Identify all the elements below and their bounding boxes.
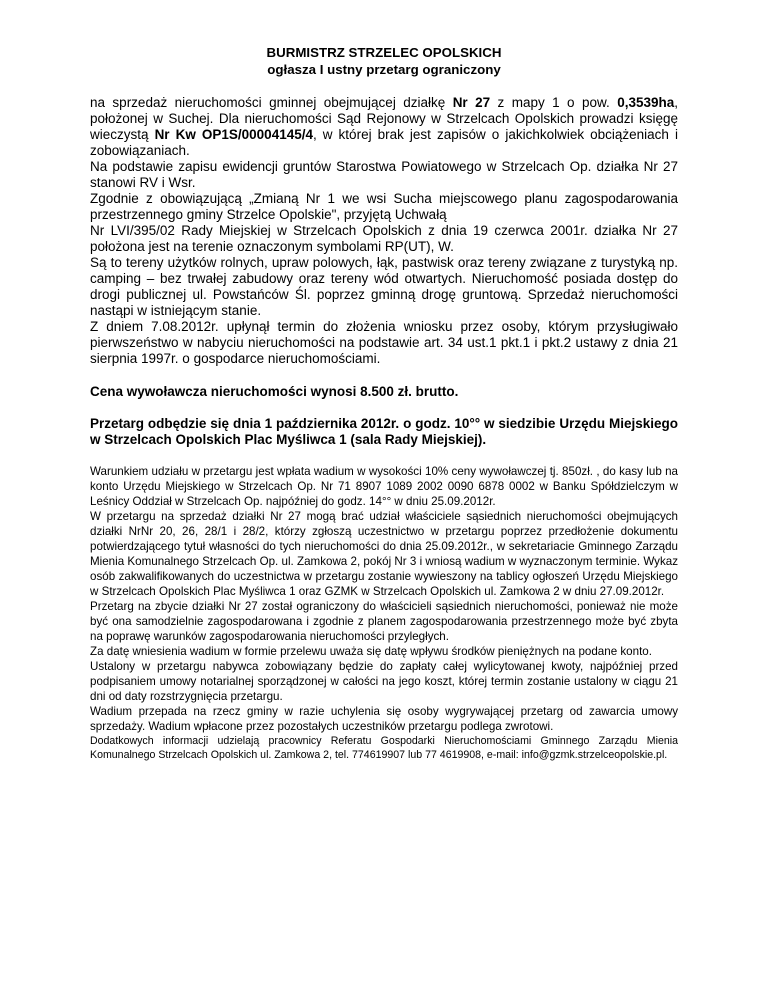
condition-eligibility: W przetargu na sprzedaż działki Nr 27 mogą brać udział właściciele sąsiednich nieruchomości obejmujących działki NrNr 20, 26, 28/1 i 28/2, którzy zgłoszą uczestnictwo w przetargu poprzez przedłożenie dokumentu potwierdzającego tytuł własności do tych nieruchomości do dnia 25.09.2012r., w sekretariacie Gminnego Zarządu Mienia Komunalnego Strzelcach Op. ul. Zamkowa 2, pokój Nr 3 i wniosą wadium w wyznaczonym terminie. Wykaz osób zakwalifikowanych do uczestnictwa w przetargu zostanie wywieszony na tablicy ogłoszeń Urzędu Miejskiego w Strzelcach Opolskich Plac Myśliwca 1 oraz GZMK w Strzelcach Opolskich ul. Zamkowa 2 w dniu 27.09.2012r. — [90, 510, 678, 598]
intro-section — [90, 95, 678, 367]
condition-restriction: Przetarg na zbycie działki Nr 27 został ograniczony do właścicieli sąsiednich nieruchomości, ponieważ nie może być ona samodzielnie zagospodarowana i zgodnie z planem zagospodarowania przestrzennego może być zbyta na poprawę warunków zagospodarowania nieruchomości przyległych. — [90, 600, 678, 643]
condition-payment: Ustalony w przetargu nabywca zobowiązany będzie do zapłaty całej wylicytowanej kwoty, najpóźniej przed podpisaniem umowy notarialnej sporządzonej w całości na jego koszt, której termin zostanie ustalony w ciągu 21 dni od daty rozstrzygnięcia przetargu. — [90, 660, 678, 703]
page-title: BURMISTRZ STRZELEC OPOLSKICH — [266, 45, 502, 60]
condition-deposit-date: Za datę wniesienia wadium w formie przelewu uważa się datę wpływu środków pieniężnych na podane konto. — [90, 645, 652, 658]
intro-paragraph-property: na sprzedaż nieruchomości gminnej obejmującej działkę Nr 27 z mapy 1 o pow. 0,3539ha, położonej w Suchej. Dla nieruchomości Sąd Rejonowy w Strzelcach Opolskich prowadzi księgę wieczystą Nr Kw OP1S/00004145/4, w której brak jest zapisów o jakichkolwiek obciążeniach i zobowiązaniach. — [90, 95, 678, 158]
conditions-section — [90, 464, 678, 734]
intro-paragraph-registry: Na podstawie zapisu ewidencji gruntów Starostwa Powiatowego w Strzelcach Op. działka Nr 27 stanowi RV i Wsr. — [90, 159, 678, 190]
contact-section — [90, 734, 678, 762]
auction-statement: Przetarg odbędzie się dnia 1 października 2012r. o godz. 10°° w siedzibie Urzędu Miejskiego w Strzelcach Opolskich Plac Myśliwca 1 (sala Rady Miejskiej). — [90, 416, 678, 447]
price-statement: Cena wywoławcza nieruchomości wynosi 8.500 zł. brutto. — [90, 384, 459, 399]
page-subtitle: ogłasza I ustny przetarg ograniczony — [267, 62, 501, 77]
intro-paragraph-resolution: Nr LVI/395/02 Rady Miejskiej w Strzelcach Opolskich z dnia 19 czerwca 2001r. działka Nr 27 położona jest na terenie oznaczonym symbolami RP(UT), W. — [90, 223, 678, 254]
condition-deposit: Warunkiem udziału w przetargu jest wpłata wadium w wysokości 10% ceny wywoławczej tj. 850zł. , do kasy lub na konto Urzędu Miejskiego w Strzelcach Op. Nr 71 8907 1089 2002 0090 6878 0002 w Banku Spółdzielczym w Leśnicy Oddział w Strzelcach Op. najpóźniej do godz. 14°° w dniu 25.09.2012r. — [90, 465, 678, 508]
intro-paragraph-plan: Zgodnie z obowiązującą „Zmianą Nr 1 we wsi Sucha miejscowego planu zagospodarowania przestrzennego gminy Strzelce Opolskie", przyjętą Uchwałą — [90, 191, 678, 222]
intro-paragraph-priority: Z dniem 7.08.2012r. upłynął termin do złożenia wniosku przez osoby, którym przysługiwało pierwszeństwo w nabyciu nieruchomości na podstawie art. 34 ust.1 pkt.1 i pkt.2 ustawy z dnia 21 sierpnia 1997r. o gospodarce nieruchomościami. — [90, 319, 678, 366]
document-header — [90, 44, 678, 78]
intro-paragraph-terrain: Są to tereny użytków rolnych, upraw polowych, łąk, pastwisk oraz tereny związane z turystyką np. camping – bez trwałej zabudowy oraz tereny wód otwartych. Nieruchomość posiada dostęp do drogi publicznej ul. Powstańców Śl. poprzez gminną drogę gruntową. Sprzedaż nieruchomości nastąpi w istniejącym stanie. — [90, 255, 678, 318]
condition-forfeit: Wadium przepada na rzecz gminy w razie uchylenia się osoby wygrywającej przetarg od zawarcia umowy sprzedaży. Wadium wpłacone przez pozostałych uczestników przetargu podlega zwrotowi. — [90, 705, 678, 733]
contact-info: Dodatkowych informacji udzielają pracownicy Referatu Gospodarki Nieruchomościami Gminnego Zarządu Mienia Komunalnego Strzelcach Opolskich ul. Zamkowa 2, tel. 774619907 lub 77 4619908, e-mail: info@gzmk.strzelceopolskie.pl. — [90, 735, 678, 761]
